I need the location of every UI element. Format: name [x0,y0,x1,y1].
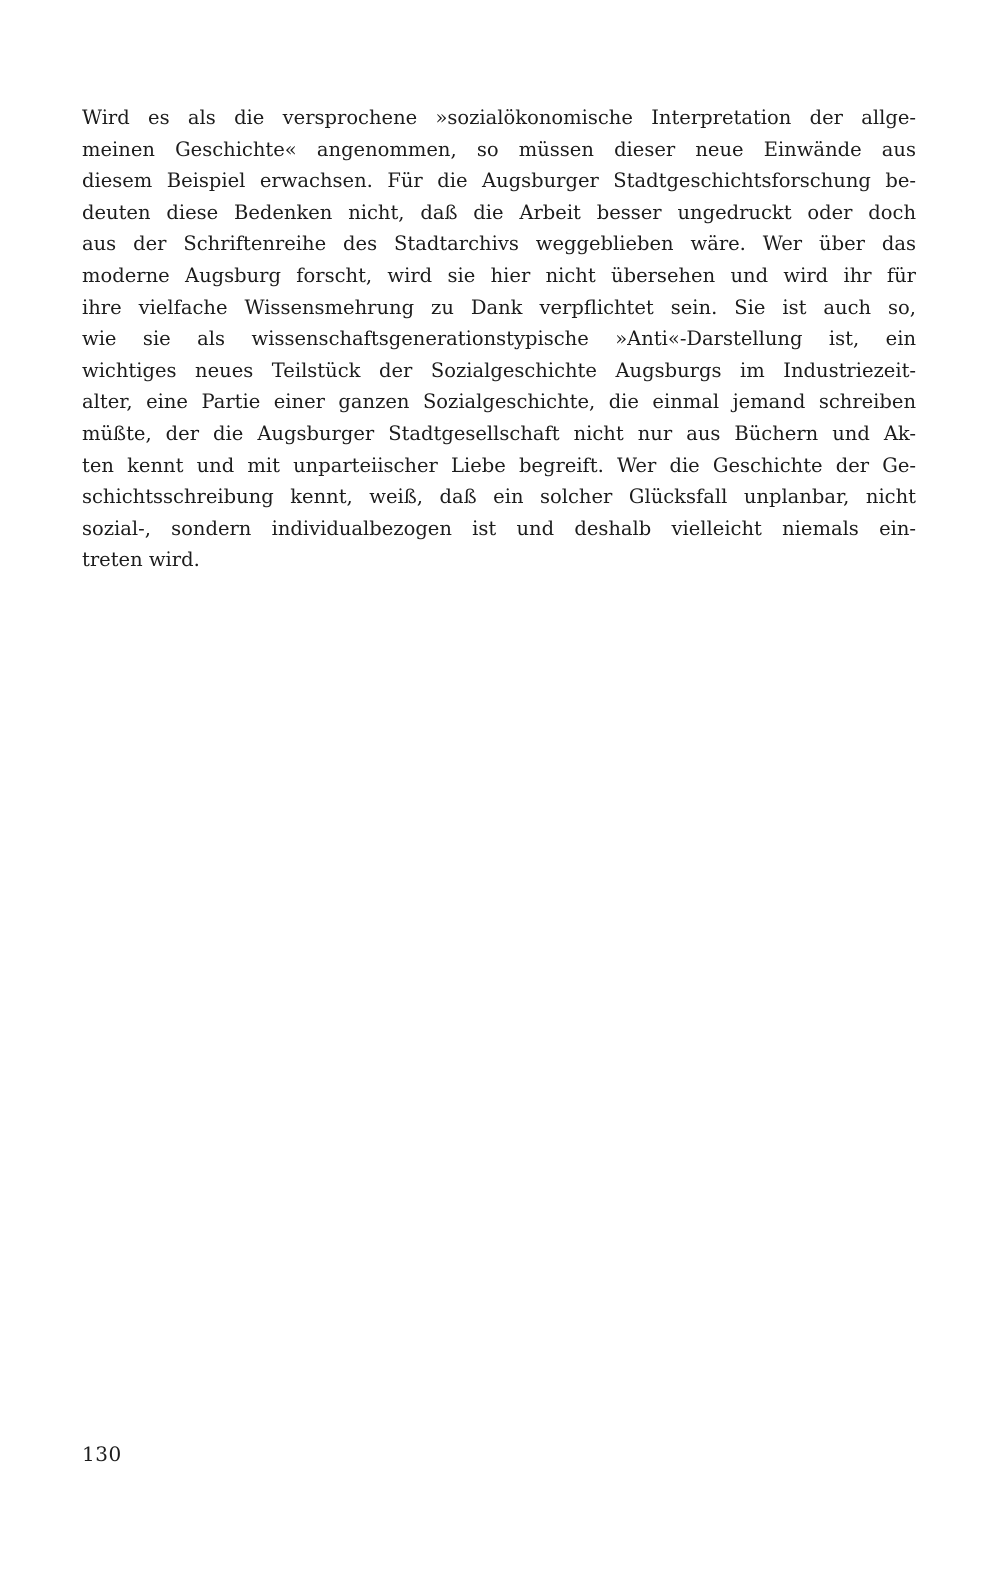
text-line-11: müßte, der die Augsburger Stadtgesellschaft nicht nur aus Büchern und Ak- [82,421,916,445]
page-number: 130 [82,1442,122,1466]
text-line-7: ihre vielfache Wissensmehrung zu Dank verpflichtet sein. Sie ist auch so, [82,295,916,319]
text-line-4: deuten diese Bedenken nicht, daß die Arbeit besser ungedruckt oder doch [82,200,916,224]
text-line-1: Wird es als die versprochene »sozialökonomische Interpretation der allge- [82,106,916,129]
text-line-15: treten wird. [82,548,200,572]
text-line-2: meinen Geschichte« angenommen, so müssen dieser neue Einwände aus [82,137,916,161]
text-line-9: wichtiges neues Teilstück der Sozialgeschichte Augsburgs im Industriezeit- [82,358,916,382]
text-line-5: aus der Schriftenreihe des Stadtarchivs weggeblieben wäre. Wer über das [82,232,916,256]
text-line-3: diesem Beispiel erwachsen. Für die Augsburger Stadtgeschichtsforschung be- [82,169,916,193]
text-line-12: ten kennt und mit unparteiischer Liebe begreift. Wer die Geschichte der Ge- [82,453,916,477]
text-line-10: alter, eine Partie einer ganzen Sozialgeschichte, die einmal jemand schreiben [82,390,916,414]
text-line-14: sozial-, sondern individualbezogen ist und deshalb vielleicht niemals ein- [82,516,916,540]
text-line-8: wie sie als wissenschaftsgenerationstypische »Anti«-Darstellung ist, ein [82,327,916,351]
body-paragraph [82,102,916,576]
text-line-6: moderne Augsburg forscht, wird sie hier nicht übersehen und wird ihr für [82,263,916,287]
text-line-13: schichtsschreibung kennt, weiß, daß ein solcher Glücksfall unplanbar, nicht [82,485,916,509]
